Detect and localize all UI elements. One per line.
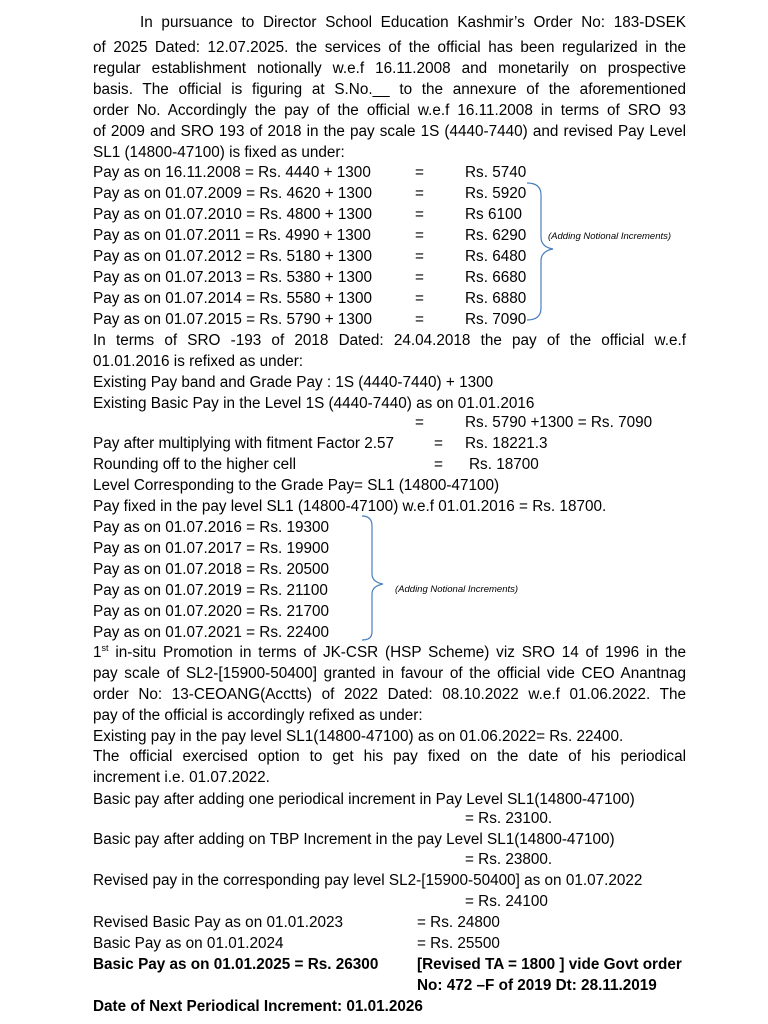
option-line: The official exercised option to get his pay fixed on the date of his periodical <box>93 748 686 765</box>
pay-row: Pay as on 01.07.2018 = Rs. 20500 <box>93 561 330 578</box>
pay-row-label: Pay as on 01.07.2014 = Rs. 5580 + 1300 <box>93 290 372 307</box>
promotion-line: pay scale of SL2-[15900-50400] granted in favour of the official vide CEO Anantnag <box>93 665 686 682</box>
pay-row-value: Rs. 5740 <box>465 164 527 181</box>
promotion-line: order No: 13-CEOANG(Acctts) of 2022 Dated: 08.10.2022 w.e.f 01.06.2022. The <box>93 686 686 703</box>
basic-2023-value: = Rs. 24800 <box>417 914 500 931</box>
option-line: increment i.e. 01.07.2022. <box>93 769 270 786</box>
tbp-value: = Rs. 23800. <box>465 851 553 868</box>
pay-row: Pay as on 01.07.2019 = Rs. 21100 <box>93 582 328 599</box>
periodical-label: Basic pay after adding one periodical increment in Pay Level SL1(14800-47100) <box>93 791 635 808</box>
bracket-2 <box>362 516 383 640</box>
pay-row-value: Rs. 6680 <box>465 269 527 286</box>
pay-row-value: Rs 6100 <box>465 206 522 223</box>
pay-row-eq: = <box>415 290 424 307</box>
existing-basic: Existing Basic Pay in the Level 1S (4440-7440) as on 01.01.2016 <box>93 395 535 412</box>
pay-row-value: Rs. 7090 <box>465 311 527 328</box>
ta-line: [Revised TA = 1800 ] vide Govt order <box>417 956 682 973</box>
fitment-eq: = <box>434 435 443 452</box>
basic-2024-label: Basic Pay as on 01.01.2024 <box>93 935 284 952</box>
fitment-value: Rs. 18221.3 <box>465 435 548 452</box>
existing-band: Existing Pay band and Grade Pay : 1S (4440-7440) + 1300 <box>93 374 494 391</box>
promotion-number: 1 <box>93 644 102 661</box>
intro-line: In pursuance to Director School Education Kashmir’s Order No: 183-DSEK <box>140 14 686 31</box>
bracket-1 <box>527 183 553 320</box>
pay-row: Pay as on 01.07.2017 = Rs. 19900 <box>93 540 330 557</box>
rounding-value: Rs. 18700 <box>469 456 539 473</box>
pay-row-label: Pay as on 01.07.2015 = Rs. 5790 + 1300 <box>93 311 372 328</box>
ta-line: No: 472 –F of 2019 Dt: 28.11.2019 <box>417 977 657 994</box>
basic-2023-label: Revised Basic Pay as on 01.01.2023 <box>93 914 344 931</box>
promotion-text: in-situ Promotion in terms of JK-CSR (HSP Scheme) viz SRO 14 of 1996 in the <box>108 644 686 661</box>
pay-row-label: Pay as on 01.07.2013 = Rs. 5380 + 1300 <box>93 269 372 286</box>
notional-increments-note: (Adding Notional Increments) <box>395 584 519 595</box>
pay-row: Pay as on 01.07.2016 = Rs. 19300 <box>93 519 330 536</box>
intro-line: order No. Accordingly the pay of the official w.e.f 16.11.2008 in terms of SRO 93 <box>93 102 686 119</box>
sro-para-line: In terms of SRO -193 of 2018 Dated: 24.04.2018 the pay of the official w.e.f <box>93 332 686 349</box>
pay-row: Pay as on 01.07.2020 = Rs. 21700 <box>93 603 330 620</box>
pay-row: Pay as on 01.07.2021 = Rs. 22400 <box>93 624 330 641</box>
rounding-eq: = <box>434 456 443 473</box>
pay-row-value: Rs. 6480 <box>465 248 527 265</box>
promotion-line: pay of the official is accordingly refixed as under: <box>93 707 423 724</box>
revised-value: = Rs. 24100 <box>465 893 548 910</box>
pay-row-value: Rs. 6290 <box>465 227 527 244</box>
tbp-label: Basic pay after adding on TBP Increment in the pay Level SL1(14800-47100) <box>93 831 615 848</box>
fixed-line: Pay fixed in the pay level SL1 (14800-47100) w.e.f 01.01.2016 = Rs. 18700. <box>93 498 607 515</box>
intro-line: of 2025 Dated: 12.07.2025. the services of the official has been regularized in the <box>93 39 686 56</box>
pay-row-label: Pay as on 16.11.2008 = Rs. 4440 + 1300 <box>93 164 371 181</box>
pay-row-eq: = <box>415 227 424 244</box>
level-line: Level Corresponding to the Grade Pay= SL1 (14800-47100) <box>93 477 500 494</box>
pay-row-value: Rs. 6880 <box>465 290 527 307</box>
pay-row-eq: = <box>415 185 424 202</box>
intro-line: regular establishment notionally w.e.f 16.11.2008 and monetarily on prospective <box>93 60 686 77</box>
promotion-ordinal: st <box>101 642 109 653</box>
fitment-label: Pay after multiplying with fitment Factor 2.57 <box>93 435 394 452</box>
existing-basic-value: Rs. 5790 +1300 = Rs. 7090 <box>465 414 653 431</box>
pay-row-label: Pay as on 01.07.2012 = Rs. 5180 + 1300 <box>93 248 372 265</box>
rounding-label: Rounding off to the higher cell <box>93 456 296 473</box>
pay-row-label: Pay as on 01.07.2011 = Rs. 4990 + 1300 <box>93 227 371 244</box>
existing-basic-eq: = <box>415 414 424 431</box>
pay-row-label: Pay as on 01.07.2010 = Rs. 4800 + 1300 <box>93 206 372 223</box>
pay-row-eq: = <box>415 164 424 181</box>
basic-2024-value: = Rs. 25500 <box>417 935 500 952</box>
basic-2025: Basic Pay as on 01.01.2025 = Rs. 26300 <box>93 956 379 973</box>
pay-row-value: Rs. 5920 <box>465 185 527 202</box>
intro-line: of 2009 and SRO 193 of 2018 in the pay scale 1S (4440-7440) and revised Pay Level <box>93 123 686 140</box>
existing-sl1: Existing pay in the pay level SL1(14800-47100) as on 01.06.2022= Rs. 22400. <box>93 728 624 745</box>
next-increment: Date of Next Periodical Increment: 01.01.2026 <box>93 998 423 1015</box>
sro-para-line: 01.01.2016 is refixed as under: <box>93 353 304 370</box>
pay-row-eq: = <box>415 311 424 328</box>
pay-row-eq: = <box>415 248 424 265</box>
pay-row-eq: = <box>415 269 424 286</box>
pay-row-label: Pay as on 01.07.2009 = Rs. 4620 + 1300 <box>93 185 372 202</box>
revised-label: Revised pay in the corresponding pay level SL2-[15900-50400] as on 01.07.2022 <box>93 872 643 889</box>
notional-increments-note: (Adding Notional Increments) <box>548 231 672 242</box>
pay-row-eq: = <box>415 206 424 223</box>
periodical-value: = Rs. 23100. <box>465 810 553 827</box>
intro-line: basis. The official is figuring at S.No.__ to the annexure of the aforementioned <box>93 81 686 98</box>
intro-line: SL1 (14800-47100) is fixed as under: <box>93 144 345 161</box>
